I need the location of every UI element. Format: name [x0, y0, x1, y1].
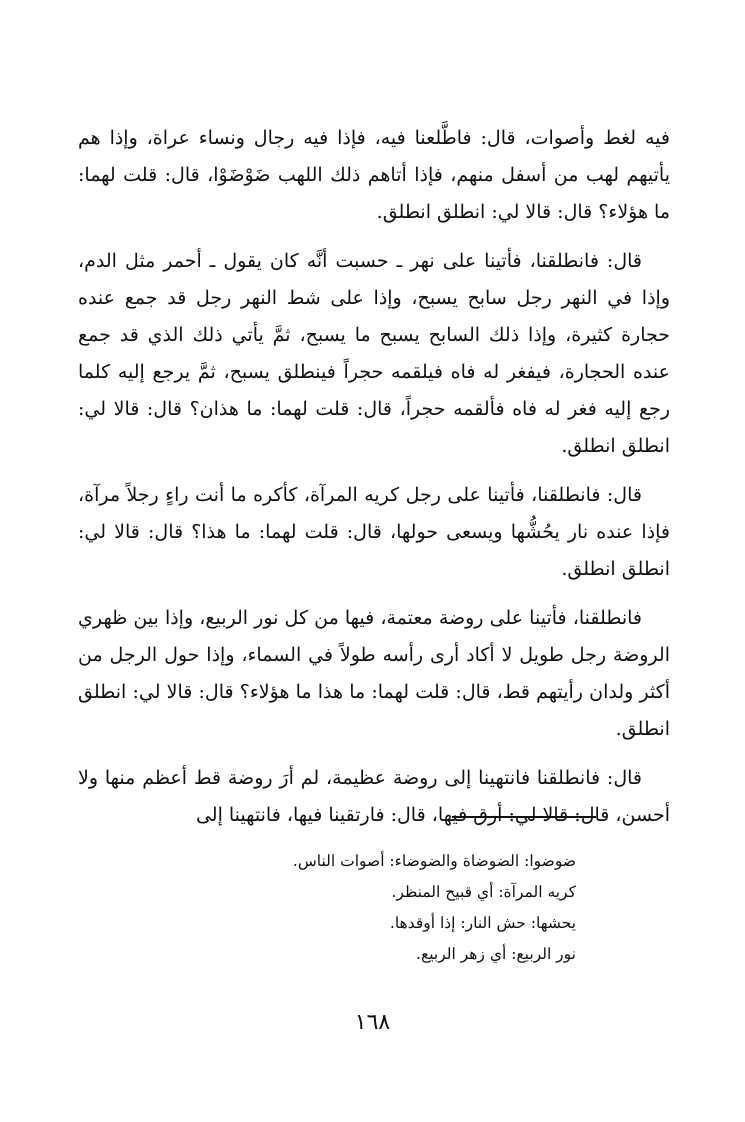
footnote-divider — [452, 816, 596, 818]
paragraph-5: قال: فانطلقنا فانتهينا إلى روضة عظيمة، لم أرَ روضة قط أعظم منها ولا أحسن، قال: قالا لي: أرق فيها، قال: فارتقينا فيها، فانتهينا إلى — [78, 767, 670, 826]
paragraph-4: فانطلقنا، فأتينا على روضة معتمة، فيها من كل نور الربيع، وإذا بين ظهري الروضة رجل طويل لا أكاد أرى رأسه طولاً في السماء، وإذا حول الرجل من أكثر ولدان رأيتهم قط، قال: قلت لهما: ما هذا ما هؤلاء؟ قال: قالا لي: انطلق انطلق. — [78, 607, 670, 740]
paragraph-2: قال: فانطلقنا، فأتينا على نهر ـ حسبت أنَّه كان يقول ـ أحمر مثل الدم، وإذا في النهر رجل سابح يسبح، وإذا على شط النهر رجل قد جمع عنده حجارة كثيرة، وإذا ذلك السابح يسبح ما يسبح، ثمَّ يأتي ذلك الذي قد جمع عنده الحجارة، فيفغر له فاه فيلقمه حجراً فينطلق يسبح، ثمَّ يرجع إليه كلما رجع إليه فغر له فاه فألقمه حجراً، قال: قلت لهما: ما هذان؟ قال: قالا لي: انطلق انطلق. — [78, 250, 670, 457]
footnote-2: كريه المرآة: أي قبيح المنظر. — [391, 883, 576, 901]
footnote-3: يحشها: حش النار: إذا أوقدها. — [389, 914, 576, 932]
page-number: ١٦٨ — [354, 1010, 391, 1035]
footnotes — [220, 846, 576, 970]
main-text — [78, 120, 670, 834]
footnote-1: ضوضوا: الضوضاة والضوضاء: أصوات الناس. — [292, 852, 576, 870]
paragraph-1: فيه لغط وأصوات، قال: فاطَّلعنا فيه، فإذا فيه رجال ونساء عراة، وإذا هم يأتيهم لهب من أسفل منهم، فإذا أتاهم ذلك اللهب ضَوْضَوْا، قال: قلت لهما: ما هؤلاء؟ قال: قالا لي: انطلق انطلق. — [78, 127, 670, 223]
paragraph-3: قال: فانطلقنا، فأتينا على رجل كريه المرآة، كأكره ما أنت راءٍ رجلاً مرآة، فإذا عنده نار يحُشُّها ويسعى حولها، قال: قلت لهما: ما هذا؟ قال: قالا لي: انطلق انطلق. — [78, 484, 670, 580]
footnote-4: نور الربيع: أي زهر الربيع. — [416, 945, 576, 963]
